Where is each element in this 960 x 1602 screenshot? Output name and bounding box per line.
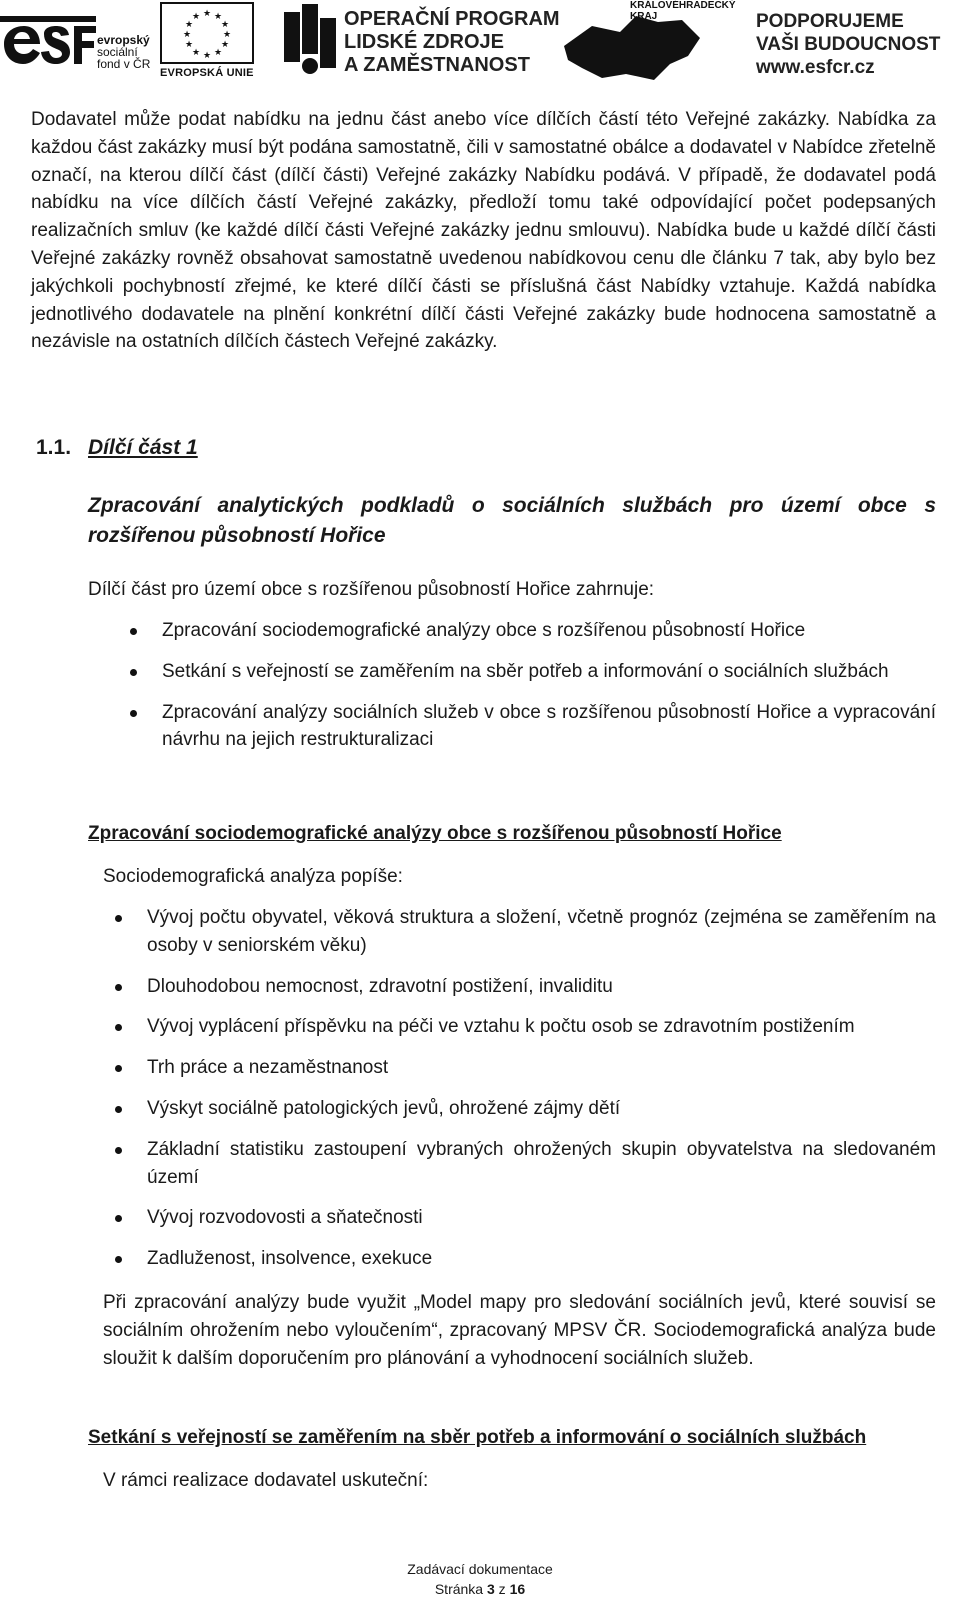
svg-text:★: ★ bbox=[184, 39, 194, 49]
sociodemo-closing: Při zpracování analýzy bude využit „Model mapy pro sledování sociálních jevů, které souvisí se sociálním ohrožením nebo vyloučením“, zpracovaný MPSV ČR. Sociodemografická analýza bude sloužit k dalším doporučením pro plánování a vyhodnocení sociálních služeb. bbox=[103, 1292, 936, 1369]
section-lead: Dílčí část pro území obce s rozšířenou působností Hořice zahrnuje: bbox=[88, 579, 655, 600]
setkani-heading: Setkání s veřejností se zaměřením na sběr potřeb a informování o sociálních službách bbox=[88, 1427, 867, 1448]
footer-page-number: Stránka 3 z 16 bbox=[434, 1581, 526, 1597]
list-item: Setkání s veřejností se zaměřením na sběr potřeb a informování o sociálních službách bbox=[162, 658, 936, 686]
op-program-text: OPERAČNÍ PROGRAM LIDSKÉ ZDROJE A ZAMĚSTNANOST bbox=[344, 8, 560, 76]
list-item: Vývoj počtu obyvatel, věková struktura a složení, včetně prognóz (zejména se zaměřením na osoby v seniorském věku) bbox=[147, 904, 936, 960]
footer-doc-name: Zadávací dokumentace bbox=[407, 1561, 553, 1577]
svg-text:★: ★ bbox=[182, 29, 192, 39]
esf-logo-text: evropský sociální fond v ČR bbox=[97, 33, 151, 71]
svg-text:★: ★ bbox=[191, 11, 201, 21]
header-logos bbox=[0, 0, 960, 88]
region-map-icon bbox=[562, 12, 702, 82]
list-item: Zadluženost, insolvence, exekuce bbox=[147, 1245, 936, 1273]
svg-text:★: ★ bbox=[213, 47, 223, 57]
list-item: Dlouhodobou nemocnost, zdravotní postižení, invaliditu bbox=[147, 973, 936, 1001]
sociodemo-heading: Zpracování sociodemografické analýzy obce s rozšířenou působností Hořice bbox=[88, 823, 782, 844]
svg-text:★: ★ bbox=[220, 19, 230, 29]
intro-paragraph: Dodavatel může podat nabídku na jednu část anebo více dílčích částí této Veřejné zakázky. Nabídka za každou část zakázky musí být podána samostatně, čili v samostatné obálce a dodavatel v Nabídce zřetelně označí, na kterou dílčí část (dílčí části) Veřejné zakázky Nabídku podává. V případě, že dodavatel podá nabídku na více dílčích částí Veřejné zakázky, předloží tomu také odpovídající počet podepsaných realizačních smluv (ke každé dílčí části Veřejné zakázky jednu smlouvu). Nabídka bude u každé dílčí části Veřejné zakázky rovněž obsahovat samostatně uvedenou nabídkovou cenu dle článku 7 tak, aby bylo bez jakýchkoli pochybností zřejmé, ke které dílčí části se příslušná část Nabídky vztahuje. Každá nabídka jednotlivého dodavatele na plnění konkrétní dílčí části Veřejné zakázky bude hodnocena samostatně a nezávisle na ostatních dílčích částech Veřejné zakázky. bbox=[31, 109, 936, 353]
svg-text:★: ★ bbox=[222, 29, 232, 39]
list-item: Zpracování analýzy sociálních služeb v obce s rozšířenou působností Hořice a vypracování návrhu na jejich restrukturalizaci bbox=[162, 699, 936, 755]
list-item: Vývoj vyplácení příspěvku na péči ve vztahu k počtu osob se zdravotním postižením bbox=[147, 1013, 936, 1041]
eu-logo-text: EVROPSKÁ UNIE bbox=[160, 67, 254, 79]
svg-text:★: ★ bbox=[213, 11, 223, 21]
section-subtitle: Zpracování analytických podkladů o sociálních službách pro území obce s rozšířenou působností Hořice bbox=[88, 494, 936, 547]
section-item-list bbox=[162, 617, 936, 754]
svg-text:★: ★ bbox=[191, 47, 201, 57]
svg-text:★: ★ bbox=[184, 19, 194, 29]
slogan-text: PODPORUJEME VAŠI BUDOUCNOST www.esfcr.cz bbox=[756, 11, 941, 78]
sociodemo-item-list bbox=[147, 904, 936, 1273]
svg-text:★: ★ bbox=[202, 8, 212, 18]
region-name-text: KRÁLOVÉHRADECKÝ KRAJ bbox=[630, 0, 736, 22]
svg-text:★: ★ bbox=[202, 50, 212, 60]
section-title: Dílčí část 1 bbox=[88, 436, 198, 459]
list-item: Výskyt sociálně patologických jevů, ohrožené zájmy dětí bbox=[147, 1095, 936, 1123]
op-program-icon bbox=[284, 4, 336, 76]
esf-logo-icon bbox=[0, 4, 96, 80]
section-number: 1.1. bbox=[36, 436, 72, 459]
list-item: Zpracování sociodemografické analýzy obce s rozšířenou působností Hořice bbox=[162, 617, 936, 645]
list-item: Základní statistiku zastoupení vybraných ohrožených skupin obyvatelstva na sledovaném území bbox=[147, 1136, 936, 1192]
eu-flag-icon bbox=[160, 2, 254, 64]
list-item: Vývoj rozvodovosti a sňatečnosti bbox=[147, 1204, 936, 1232]
setkani-lead: V rámci realizace dodavatel uskuteční: bbox=[103, 1470, 429, 1491]
sociodemo-lead: Sociodemografická analýza popíše: bbox=[103, 866, 403, 887]
list-item: Trh práce a nezaměstnanost bbox=[147, 1054, 936, 1082]
svg-text:★: ★ bbox=[220, 39, 230, 49]
